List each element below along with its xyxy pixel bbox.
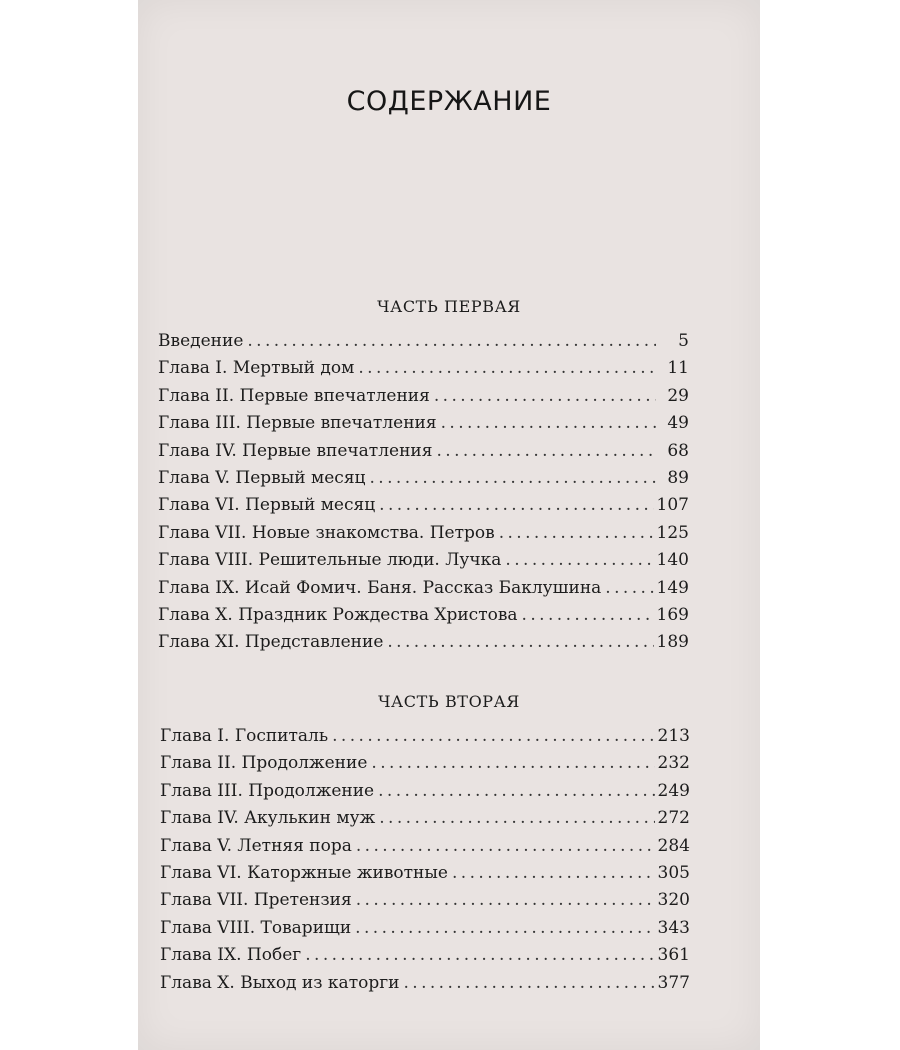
dot-leader [605, 575, 653, 602]
toc-entry [158, 438, 689, 465]
dot-leader [356, 887, 655, 914]
dot-leader [305, 942, 654, 969]
toc-entry-label: Глава IV. Акулькин муж [160, 808, 376, 829]
toc-entry-page: 284 [657, 835, 690, 856]
dot-leader [247, 328, 656, 355]
toc-entry-label: Глава II. Продолжение [160, 753, 368, 774]
toc-entry [160, 750, 690, 777]
toc-entry-label: Введение [158, 331, 244, 351]
toc-entry [160, 833, 690, 860]
toc-entry-page: 149 [656, 577, 689, 598]
toc-entry [160, 887, 690, 914]
toc-entry-page: 249 [657, 780, 690, 801]
toc-entry [160, 970, 690, 997]
toc-entry-label: Глава I. Госпиталь [160, 726, 329, 746]
toc-entry [160, 860, 690, 887]
toc-entry-page: 320 [657, 890, 690, 911]
toc-entry-label: Глава V. Летняя пора [160, 835, 352, 856]
toc-entry-page: 361 [657, 945, 690, 966]
toc-entry-label: Глава VIII. Товарищи [160, 917, 352, 938]
toc-entry [158, 629, 689, 656]
toc-entry [158, 410, 689, 437]
toc-entry [158, 520, 689, 547]
toc-entry-page: 305 [657, 862, 690, 883]
toc-entry [158, 383, 689, 410]
toc-entry-page: 232 [657, 753, 690, 774]
toc-entry [160, 915, 690, 942]
dot-leader [358, 355, 656, 382]
toc-entry-page: 68 [667, 440, 689, 461]
dot-leader [379, 805, 654, 832]
toc-entry-page: 343 [657, 917, 690, 938]
dot-leader [505, 547, 653, 574]
toc-entry-label: Глава IX. Исай Фомич. Баня. Рассказ Баклушина [158, 577, 602, 598]
toc-entry [158, 547, 689, 574]
dot-leader [332, 723, 654, 750]
toc-entry [158, 355, 689, 382]
toc-entry [160, 778, 690, 805]
toc-entry-page: 49 [667, 413, 689, 434]
toc-entry-page: 29 [667, 385, 689, 406]
dot-leader [441, 410, 656, 437]
toc-entry-label: Глава X. Праздник Рождества Христова [158, 604, 518, 625]
toc-entry-page: 11 [667, 358, 689, 379]
dot-leader [434, 383, 656, 410]
toc-entry [160, 805, 690, 832]
toc-entry-label: Глава V. Первый месяц [158, 467, 366, 488]
toc-entry-label: Глава I. Мертвый дом [158, 358, 355, 379]
dot-leader [371, 750, 654, 777]
toc-entry-label: Глава IV. Первые впечатления [158, 440, 433, 461]
dot-leader [379, 492, 653, 519]
dot-leader [356, 833, 655, 860]
toc-entry-label: Глава VI. Первый месяц [158, 495, 376, 516]
toc-entry [158, 492, 689, 519]
part-one-heading: ЧАСТЬ ПЕРВАЯ [377, 297, 521, 316]
toc-entry-page: 125 [656, 522, 689, 543]
dot-leader [522, 602, 654, 629]
toc-entry-page: 213 [657, 726, 690, 746]
toc-entry-page: 272 [657, 808, 690, 829]
toc-entry-label: Глава III. Первые впечатления [158, 413, 437, 434]
dot-leader [436, 438, 656, 465]
toc-entry-label: Глава II. Первые впечатления [158, 385, 430, 406]
book-page [138, 0, 760, 1050]
toc-entry-page: 377 [657, 972, 690, 993]
dot-leader [355, 915, 654, 942]
dot-leader [387, 629, 653, 656]
toc-entry-label: Глава XI. Представление [158, 632, 384, 653]
part-two-heading: ЧАСТЬ ВТОРАЯ [378, 692, 520, 711]
toc-entry-label: Глава IX. Побег [160, 945, 302, 966]
toc-entry [158, 602, 689, 629]
toc-entry-label: Глава X. Выход из каторги [160, 972, 400, 993]
dot-leader [499, 520, 654, 547]
toc-entry-page: 107 [656, 495, 689, 516]
toc-entry [160, 723, 690, 750]
dot-leader [452, 860, 655, 887]
toc-entry-label: Глава VIII. Решительные люди. Лучка [158, 550, 502, 571]
part-one-toc [158, 328, 689, 657]
toc-entry [158, 328, 689, 355]
toc-entry-page: 140 [656, 550, 689, 571]
page-title: СОДЕРЖАНИЕ [346, 86, 552, 117]
toc-entry-page: 5 [678, 331, 689, 351]
dot-leader [378, 778, 654, 805]
toc-entry-label: Глава VI. Каторжные животные [160, 862, 448, 883]
dot-leader [369, 465, 656, 492]
toc-entry-page: 89 [667, 467, 689, 488]
toc-entry-label: Глава III. Продолжение [160, 780, 375, 801]
toc-entry-label: Глава VII. Претензия [160, 890, 352, 911]
toc-entry [158, 575, 689, 602]
dot-leader [403, 970, 654, 997]
toc-entry-page: 189 [656, 632, 689, 653]
toc-entry-label: Глава VII. Новые знакомства. Петров [158, 522, 495, 543]
part-two-toc [160, 723, 690, 997]
toc-entry [160, 942, 690, 969]
toc-entry [158, 465, 689, 492]
toc-entry-page: 169 [656, 604, 689, 625]
